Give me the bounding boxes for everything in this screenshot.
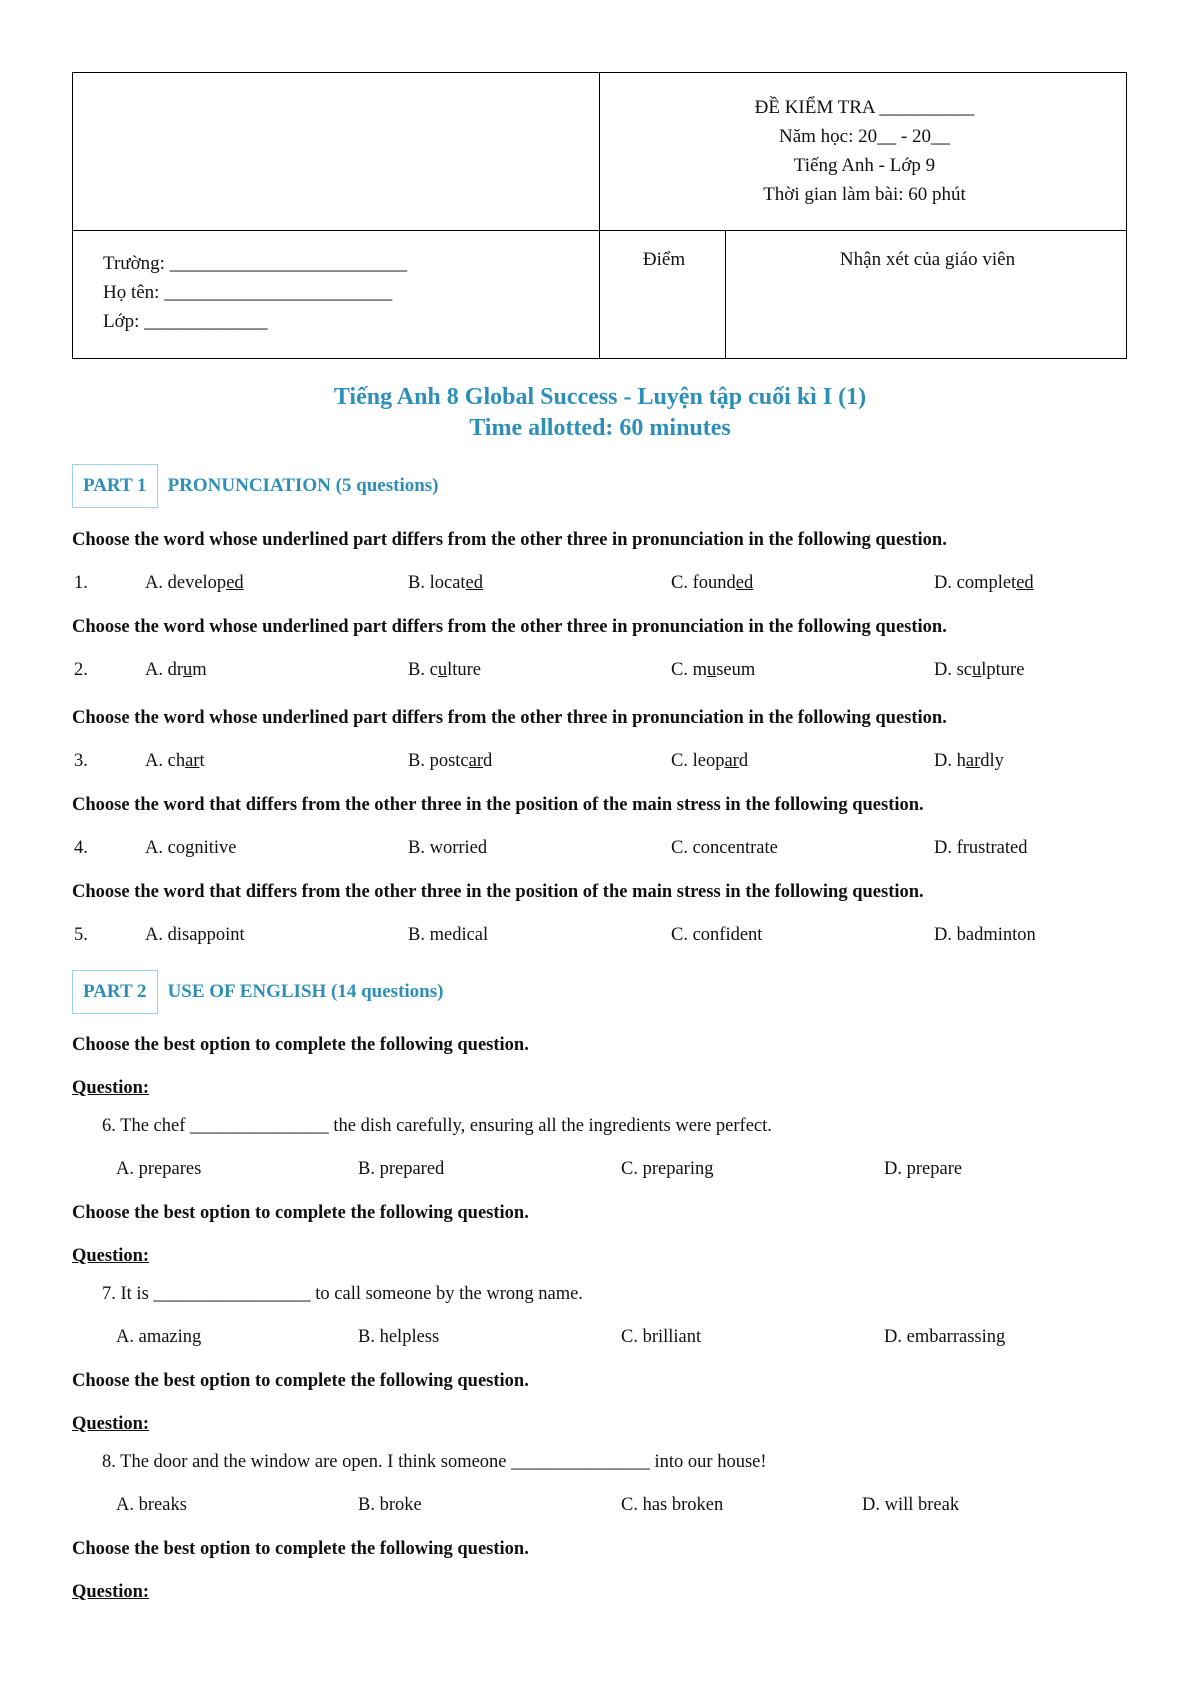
option-text: B. locat bbox=[408, 573, 466, 593]
underlined-part: ed bbox=[735, 573, 754, 593]
option-d[interactable] bbox=[934, 660, 1024, 681]
part2-label: PART 2 bbox=[72, 970, 158, 1014]
question-stem: 8. The door and the window are open. I think someone _______________ into our house! bbox=[102, 1452, 767, 1472]
underlined-part: ed bbox=[1016, 573, 1034, 593]
underlined-part: ar bbox=[965, 751, 981, 771]
option-b[interactable]: B. broke bbox=[358, 1495, 422, 1515]
underlined-part: u bbox=[437, 660, 448, 680]
instruction: Choose the word whose underlined part differs from the other three in pronunciation in the following question. bbox=[72, 530, 947, 550]
option-d[interactable]: D. frustrated bbox=[934, 838, 1028, 858]
score-label: Điểm bbox=[642, 249, 686, 270]
name-field[interactable]: Họ tên: ________________________ bbox=[103, 282, 393, 303]
student-info bbox=[103, 249, 407, 336]
part1-header bbox=[72, 464, 439, 508]
question-number: 2. bbox=[74, 660, 88, 680]
question-stem: 6. The chef _______________ the dish carefully, ensuring all the ingredients were perfect. bbox=[102, 1116, 772, 1136]
exam-title: ĐỀ KIỂM TRA __________ bbox=[754, 97, 975, 118]
instruction: Choose the best option to complete the following question. bbox=[72, 1371, 529, 1391]
option-text: B. postc bbox=[408, 751, 469, 771]
instruction: Choose the word whose underlined part differs from the other three in pronunciation in the following question. bbox=[72, 708, 947, 728]
exam-duration: Thời gian làm bài: 60 phút bbox=[763, 184, 966, 205]
instruction: Choose the best option to complete the following question. bbox=[72, 1203, 529, 1223]
underlined-part: ar bbox=[468, 751, 484, 771]
question-number: 1. bbox=[74, 573, 88, 593]
question-label: Question: bbox=[72, 1078, 150, 1098]
school-field[interactable]: Trường: _________________________ bbox=[103, 253, 408, 274]
option-c[interactable] bbox=[671, 660, 755, 681]
option-b[interactable] bbox=[408, 573, 483, 594]
option-b[interactable]: B. worried bbox=[408, 838, 488, 858]
option-c[interactable]: C. preparing bbox=[621, 1159, 714, 1179]
teacher-comment-label: Nhận xét của giáo viên bbox=[839, 249, 1016, 270]
class-field[interactable]: Lớp: _____________ bbox=[103, 311, 268, 332]
header-divider-horizontal bbox=[73, 230, 1126, 231]
option-d[interactable] bbox=[934, 751, 1004, 772]
option-text: lture bbox=[447, 660, 481, 680]
instruction: Choose the word that differs from the other three in the position of the main stress in the following question. bbox=[72, 795, 924, 815]
underlined-part: u bbox=[183, 660, 193, 680]
instruction: Choose the best option to complete the following question. bbox=[72, 1539, 529, 1559]
question-number: 3. bbox=[74, 751, 88, 771]
option-text: A. dr bbox=[145, 660, 184, 680]
option-c[interactable]: C. brilliant bbox=[621, 1327, 702, 1347]
option-c[interactable]: C. has broken bbox=[621, 1495, 724, 1515]
underlined-part: ar bbox=[185, 751, 200, 771]
option-text: m bbox=[192, 660, 207, 680]
option-text: d bbox=[738, 751, 749, 771]
option-a[interactable] bbox=[145, 751, 205, 772]
option-text: seum bbox=[716, 660, 756, 680]
part2-title: USE OF ENGLISH (14 questions) bbox=[167, 981, 444, 1002]
option-text: C. m bbox=[671, 660, 707, 680]
option-a[interactable] bbox=[145, 660, 207, 681]
option-text: d bbox=[483, 751, 493, 771]
instruction: Choose the word that differs from the other three in the position of the main stress in the following question. bbox=[72, 882, 924, 902]
option-c[interactable]: C. concentrate bbox=[671, 838, 778, 858]
school-year: Năm học: 20__ - 20__ bbox=[779, 126, 950, 147]
part1-label: PART 1 bbox=[72, 464, 158, 508]
question-label: Question: bbox=[72, 1246, 150, 1266]
option-text: C. found bbox=[671, 573, 736, 593]
option-c[interactable] bbox=[671, 751, 748, 772]
option-text: A. develop bbox=[145, 573, 227, 593]
instruction: Choose the word whose underlined part differs from the other three in pronunciation in the following question. bbox=[72, 617, 947, 637]
option-text: D. sc bbox=[934, 660, 973, 680]
option-b[interactable] bbox=[408, 751, 492, 772]
option-text: t bbox=[199, 751, 205, 771]
underlined-part: u bbox=[972, 660, 982, 680]
option-d[interactable]: D. prepare bbox=[884, 1159, 963, 1179]
option-b[interactable]: B. prepared bbox=[358, 1159, 445, 1179]
option-d[interactable]: D. will break bbox=[862, 1495, 960, 1515]
option-text: D. complet bbox=[934, 573, 1017, 593]
question-number: 4. bbox=[74, 838, 88, 858]
title-line-1: Tiếng Anh 8 Global Success - Luyện tập cuối kì I (1) bbox=[333, 384, 867, 410]
option-a[interactable]: A. disappoint bbox=[145, 925, 245, 945]
option-a[interactable]: A. cognitive bbox=[145, 838, 237, 858]
option-text: lpture bbox=[981, 660, 1025, 680]
option-a[interactable] bbox=[145, 573, 244, 594]
option-a[interactable]: A. prepares bbox=[116, 1159, 202, 1179]
option-d[interactable]: D. badminton bbox=[934, 925, 1036, 945]
instruction: Choose the best option to complete the following question. bbox=[72, 1035, 529, 1055]
option-text: dly bbox=[980, 751, 1004, 771]
question-number: 5. bbox=[74, 925, 88, 945]
option-d[interactable]: D. embarrassing bbox=[884, 1327, 1006, 1347]
underlined-part: ed bbox=[226, 573, 244, 593]
document-title bbox=[0, 382, 1190, 444]
question-label: Question: bbox=[72, 1414, 150, 1434]
exam-header-table bbox=[72, 72, 1127, 359]
option-b[interactable]: B. helpless bbox=[358, 1327, 440, 1347]
part2-header bbox=[72, 970, 443, 1014]
option-text: C. leop bbox=[671, 751, 725, 771]
question-stem: 7. It is _________________ to call someone by the wrong name. bbox=[102, 1284, 583, 1304]
header-divider-vertical bbox=[599, 73, 600, 358]
underlined-part: ar bbox=[724, 751, 739, 771]
option-b[interactable] bbox=[408, 660, 481, 681]
underlined-part: u bbox=[706, 660, 717, 680]
option-text: B. c bbox=[408, 660, 438, 680]
question-label: Question: bbox=[72, 1582, 150, 1602]
option-b[interactable]: B. medical bbox=[408, 925, 489, 945]
underlined-part: ed bbox=[465, 573, 484, 593]
option-c[interactable] bbox=[671, 573, 753, 594]
option-text: D. h bbox=[934, 751, 966, 771]
option-d[interactable] bbox=[934, 573, 1034, 594]
option-text: A. ch bbox=[145, 751, 186, 771]
part1-title: PRONUNCIATION (5 questions) bbox=[167, 475, 439, 496]
option-a[interactable]: A. breaks bbox=[116, 1495, 187, 1515]
option-a[interactable]: A. amazing bbox=[116, 1327, 202, 1347]
option-c[interactable]: C. confident bbox=[671, 925, 763, 945]
title-line-2: Time allotted: 60 minutes bbox=[469, 415, 731, 441]
exam-info bbox=[601, 93, 1128, 209]
subject: Tiếng Anh - Lớp 9 bbox=[793, 155, 936, 176]
